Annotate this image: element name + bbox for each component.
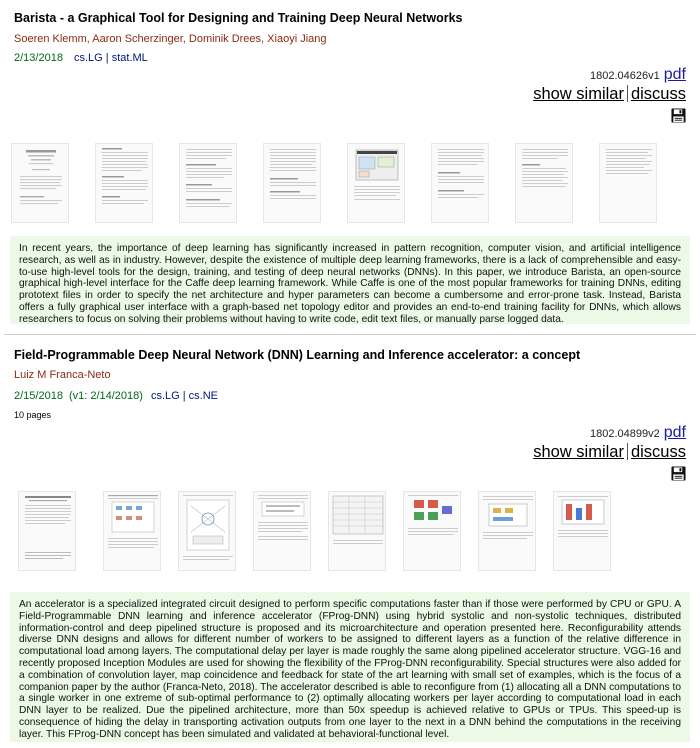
arxiv-id: 1802.04899v2 (590, 428, 660, 440)
paper-actions (533, 66, 686, 128)
category-link[interactable]: cs.LG (74, 52, 103, 64)
category-link[interactable]: stat.ML (111, 52, 148, 64)
discuss-link[interactable]: discuss (630, 85, 686, 103)
category-link[interactable]: cs.NE (188, 390, 218, 402)
author-link[interactable]: Aaron Scherzinger (92, 33, 183, 45)
pdf-link[interactable]: pdf (663, 424, 686, 441)
page-thumbnail[interactable] (11, 143, 69, 223)
category-list: cs.LG | cs.NE (150, 390, 218, 402)
page-thumbnail[interactable] (178, 491, 236, 571)
page-thumbnail[interactable] (95, 143, 153, 223)
page-thumbnail[interactable] (18, 491, 76, 571)
author-link[interactable]: Luiz M Franca-Neto (14, 369, 111, 381)
paper-actions (533, 424, 686, 486)
floppy-disk-icon[interactable] (671, 466, 686, 481)
author-list: Soeren Klemm, Aaron Scherzinger, Dominik Drees, Xiaoyi Jiang (14, 33, 327, 45)
page-thumbnail[interactable] (263, 143, 321, 223)
arxiv-id: 1802.04626v1 (590, 70, 660, 82)
paper-meta (14, 390, 218, 402)
page-thumbnail[interactable] (478, 491, 536, 571)
category-link[interactable]: cs.LG (150, 390, 180, 402)
link-separator (627, 85, 628, 102)
show-similar-link[interactable]: show similar (533, 85, 624, 103)
show-similar-link[interactable]: show similar (533, 443, 624, 461)
author-link[interactable]: Xiaoyi Jiang (267, 33, 327, 45)
abstract-text: In recent years, the importance of deep learning has significantly increased in pattern recognition, computer vision, and artificial intelligence research, as well as in industry. However, despite the existence of multiple deep learning frameworks, there is a lack of comprehensible and easy-to-use high-level tools for the design, training, and testing of deep neural networks (DNNs). In this paper, we introduce Barista, an open-source graphical high-level interface for the Caffe deep learning framework. While Caffe is one of the most popular frameworks for training DNNs, editing prototext files in order to specify the net architecture and hyper parameters can become a cumbersome and error-prone task. Instead, Barista offers a fully graphical user interface with a graph-based net topology editor and provides an end-to-end training facility for DNNs, which allows researchers to focus on solving their problems without having to write code, edit text files, or manually parse logged data. (19, 243, 681, 325)
link-separator (627, 443, 628, 460)
page-thumbnail[interactable] (103, 491, 161, 571)
abstract (10, 592, 690, 742)
pdf-link[interactable]: pdf (663, 66, 686, 83)
page-thumbnail[interactable] (347, 143, 405, 223)
page-count: 10 pages (14, 410, 52, 420)
paper-title[interactable]: Barista - a Graphical Tool for Designing and Training Deep Neural Networks (14, 11, 463, 25)
discuss-link[interactable]: discuss (630, 443, 686, 461)
publish-date: 2/13/2018 (14, 52, 63, 64)
abstract-text: An accelerator is a specialized integrated circuit designed to perform specific computations faster than if those were performed by CPU or GPU. A Field-Programmable DNN learning and inference accelerator (FProg-DNN) using hybrid systolic and non-systolic techniques, distributed information-control and deep pipelined structure is proposed and its microarchitecture and operation presented here. Reconfigurability attends diverse DNN designs and allows for different number of workers to be assigned to different layers as a function of the relative difference in computational load among layers. The computational delay per layer is made roughly the same along pipelined accelerator structure. VGG-16 and recently proposed Inception Modules are used for showing the flexibility of the FProg-DNN reconfigurability. Special structures were also added for a combination of convolution layer, map coincidence and feedback for state of the art learning with small set of examples, which is the focus of a companion paper by the author (Franca-Neto, 2018). The accelerator described is able to reconfigure from (1) allocating all a DNN computations to a single worker in one extreme of sub-optimal performance to (2) optimally allocating workers per layer according to computational load in each DNN layer to be realized. Due the pipelined architecture, more than 50x speedup is achieved relative to GPUs or TPUs. This speed-up is consequence of hiding the delay in transporting activation outputs from one layer to the next in a DNN behind the computations in the receiving layer. This FProg-DNN concept has been simulated and validated at behavioral-functional level. (19, 599, 681, 740)
page-thumbnail[interactable] (515, 143, 573, 223)
page-thumbnail[interactable] (403, 491, 461, 571)
page-thumbnail[interactable] (431, 143, 489, 223)
paper-title[interactable]: Field-Programmable Deep Neural Network (DNN) Learning and Inference accelerator: a concept (14, 348, 581, 362)
author-list (14, 369, 111, 381)
divider (4, 334, 696, 335)
page-thumbnails (0, 143, 700, 223)
page-thumbnail[interactable] (553, 491, 611, 571)
author-link[interactable]: Dominik Drees (188, 33, 262, 45)
category-list: cs.LG | stat.ML (74, 52, 148, 64)
publish-date: 2/15/2018 (14, 390, 63, 402)
page-thumbnail[interactable] (253, 491, 311, 571)
author-link[interactable]: Soeren Klemm (14, 33, 87, 45)
floppy-disk-icon[interactable] (671, 108, 686, 123)
page-thumbnail[interactable] (179, 143, 237, 223)
abstract (10, 236, 690, 324)
first-version-date: (v1: 2/14/2018) (68, 390, 143, 402)
page-thumbnail[interactable] (328, 491, 386, 571)
paper-meta (14, 52, 148, 64)
page-thumbnails (0, 491, 700, 571)
page-thumbnail[interactable] (599, 143, 657, 223)
